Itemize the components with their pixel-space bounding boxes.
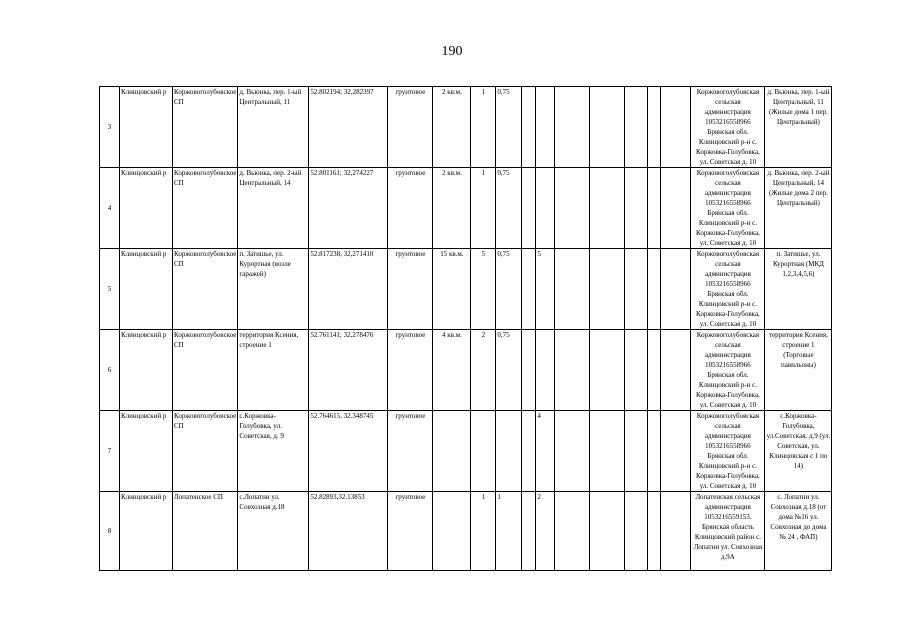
extra-count-cell xyxy=(536,87,555,168)
owner-cell: Коржовоголубовская сельская администрация 1053216558966 Брянская обл. Клинцовский р-н с. Коржовка-Голубовка, ул. Советская д. 10 xyxy=(691,87,765,168)
empty-cell xyxy=(590,411,625,492)
settlement-cell: Коржовоголубовское СП xyxy=(173,330,238,411)
location-cell: территория Ксения, строение 1 xyxy=(238,330,309,411)
row-number-cell: 6 xyxy=(100,330,120,411)
served-objects-cell: с.Коржовка-Голубовка, ул.Советская, д.9 (ул. Советская, ул. Клинцовская с 1 по 14) xyxy=(765,411,832,492)
volume-cell: 0,75 xyxy=(496,87,522,168)
empty-cell xyxy=(625,492,648,571)
volume-cell: 0,75 xyxy=(496,249,522,330)
empty-cell xyxy=(522,87,536,168)
area-cell: 15 кв.м. xyxy=(433,249,471,330)
coordinates-cell: 52.801161; 32,274227 xyxy=(309,168,388,249)
owner-cell: Коржовоголубовская сельская администрация 1053216558966 Брянская обл. Клинцовский р-н с. Коржовка-Голубовка, ул. Советская д. 10 xyxy=(691,411,765,492)
empty-cell xyxy=(555,168,590,249)
area-cell xyxy=(433,411,471,492)
area-cell xyxy=(433,492,471,571)
row-number-cell: 8 xyxy=(100,492,120,571)
surface-cell: грунтовое xyxy=(388,168,433,249)
served-objects-cell: д. Вьюнка, пер. 1-ый Центральный, 11 (Жилые дома 1 пер. Центральный) xyxy=(765,87,832,168)
volume-cell xyxy=(496,411,522,492)
empty-cell xyxy=(590,492,625,571)
empty-cell xyxy=(661,249,691,330)
extra-count-cell: 5 xyxy=(536,249,555,330)
surface-cell: грунтовое xyxy=(388,249,433,330)
served-objects-cell: территория Ксения, строение 1 (Торговые павильоны) xyxy=(765,330,832,411)
container-count-cell: 1 xyxy=(471,87,496,168)
coordinates-cell: 52.764615, 32.348745 xyxy=(309,411,388,492)
empty-cell xyxy=(522,492,536,571)
empty-cell xyxy=(522,249,536,330)
location-cell: с.Коржовка-Голубовка, ул. Советская, д. 9 xyxy=(238,411,309,492)
extra-count-cell: 4 xyxy=(536,411,555,492)
empty-cell xyxy=(555,330,590,411)
container-count-cell: 1 xyxy=(471,492,496,571)
container-count-cell xyxy=(471,411,496,492)
volume-cell: 0,75 xyxy=(496,330,522,411)
empty-cell xyxy=(522,411,536,492)
container-count-cell: 1 xyxy=(471,168,496,249)
surface-cell: грунтовое xyxy=(388,411,433,492)
empty-cell xyxy=(661,168,691,249)
area-cell: 4 кв.м. xyxy=(433,330,471,411)
district-cell: Клинцовский р xyxy=(120,492,173,571)
empty-cell xyxy=(555,249,590,330)
empty-cell xyxy=(661,330,691,411)
table-row xyxy=(100,411,832,492)
table-row xyxy=(100,330,832,411)
coordinates-cell: 52.82893,32.13853 xyxy=(309,492,388,571)
table-row xyxy=(100,249,832,330)
table-row xyxy=(100,87,832,168)
empty-cell xyxy=(590,249,625,330)
empty-cell xyxy=(648,249,661,330)
row-number-cell: 5 xyxy=(100,249,120,330)
container-count-cell: 5 xyxy=(471,249,496,330)
empty-cell xyxy=(625,330,648,411)
settlement-cell: Коржовоголубовское СП xyxy=(173,168,238,249)
settlement-cell: Коржовоголубовское СП xyxy=(173,411,238,492)
served-objects-cell: с. Лопатни ул. Совхозная д.18 (от дома №16 ул. Совхозная до дома № 24 , ФАП) xyxy=(765,492,832,571)
empty-cell xyxy=(590,168,625,249)
location-cell: п. Затишье, ул. Курортная (возле гаражей) xyxy=(238,249,309,330)
empty-cell xyxy=(648,330,661,411)
empty-cell xyxy=(625,168,648,249)
row-number-cell: 3 xyxy=(100,87,120,168)
surface-cell: грунтовое xyxy=(388,87,433,168)
served-objects-cell: п. Затишье, ул. Курортная (МКД 1,2,3,4,5,6) xyxy=(765,249,832,330)
empty-cell xyxy=(661,411,691,492)
area-cell: 2 кв.м. xyxy=(433,168,471,249)
empty-cell xyxy=(648,168,661,249)
row-number-cell: 7 xyxy=(100,411,120,492)
owner-cell: Лопатенская сельская администрация 1053216559153. Брянская область Клинцовский район с. Лопатни ул. Совхозная д.9А xyxy=(691,492,765,571)
owner-cell: Коржовоголубовская сельская администрация 1053216558966 Брянская обл. Клинцовский р-н с. Коржовка-Голубовка, ул. Советская д. 10 xyxy=(691,249,765,330)
district-cell: Клинцовский р xyxy=(120,168,173,249)
owner-cell: Коржовоголубовская сельская администрация 1053216558966 Брянская обл. Клинцовский р-н с. Коржовка-Голубовка, ул. Советская д. 10 xyxy=(691,330,765,411)
volume-cell: 1 xyxy=(496,492,522,571)
empty-cell xyxy=(661,87,691,168)
coordinates-cell: 52.761141; 32,278476 xyxy=(309,330,388,411)
row-number-cell: 4 xyxy=(100,168,120,249)
empty-cell xyxy=(522,330,536,411)
empty-cell xyxy=(625,249,648,330)
settlement-cell: Коржовоголубовское СП xyxy=(173,87,238,168)
surface-cell: грунтовое xyxy=(388,330,433,411)
container-count-cell: 2 xyxy=(471,330,496,411)
empty-cell xyxy=(625,87,648,168)
area-cell: 2 кв.м. xyxy=(433,87,471,168)
coordinates-cell: 52.802194; 32,282397 xyxy=(309,87,388,168)
empty-cell xyxy=(590,330,625,411)
district-cell: Клинцовский р xyxy=(120,87,173,168)
served-objects-cell: д. Вьюнка, пер. 2-ый Центральный, 14 (Жилые дома 2 пер. Центральный) xyxy=(765,168,832,249)
empty-cell xyxy=(661,492,691,571)
location-cell: д. Вьюнка, пер. 1-ый Центральный, 11 xyxy=(238,87,309,168)
settlement-cell: Лопатенское СП xyxy=(173,492,238,571)
location-cell: д. Вьюнка, пер. 2-ый Центральный, 14 xyxy=(238,168,309,249)
settlement-cell: Коржовоголубовское СП xyxy=(173,249,238,330)
volume-cell: 0,75 xyxy=(496,168,522,249)
empty-cell xyxy=(555,492,590,571)
empty-cell xyxy=(522,168,536,249)
district-cell: Клинцовский р xyxy=(120,411,173,492)
empty-cell xyxy=(625,411,648,492)
registry-table xyxy=(99,86,832,571)
table-row xyxy=(100,492,832,571)
empty-cell xyxy=(648,411,661,492)
empty-cell xyxy=(590,87,625,168)
extra-count-cell xyxy=(536,168,555,249)
empty-cell xyxy=(555,87,590,168)
page-number: 190 xyxy=(441,44,463,59)
empty-cell xyxy=(555,411,590,492)
surface-cell: грунтовое xyxy=(388,492,433,571)
extra-count-cell: 2 xyxy=(536,492,555,571)
coordinates-cell: 52.817238, 32,271410 xyxy=(309,249,388,330)
district-cell: Клинцовский р xyxy=(120,249,173,330)
extra-count-cell xyxy=(536,330,555,411)
owner-cell: Коржовоголубовская сельская администрация 1053216558966 Брянская обл. Клинцовский р-н с. Коржовка-Голубовка, ул. Советская д. 10 xyxy=(691,168,765,249)
empty-cell xyxy=(648,492,661,571)
empty-cell xyxy=(648,87,661,168)
table-row xyxy=(100,168,832,249)
district-cell: Клинцовский р xyxy=(120,330,173,411)
location-cell: с.Лопатни ул. Совхозная д.18 xyxy=(238,492,309,571)
